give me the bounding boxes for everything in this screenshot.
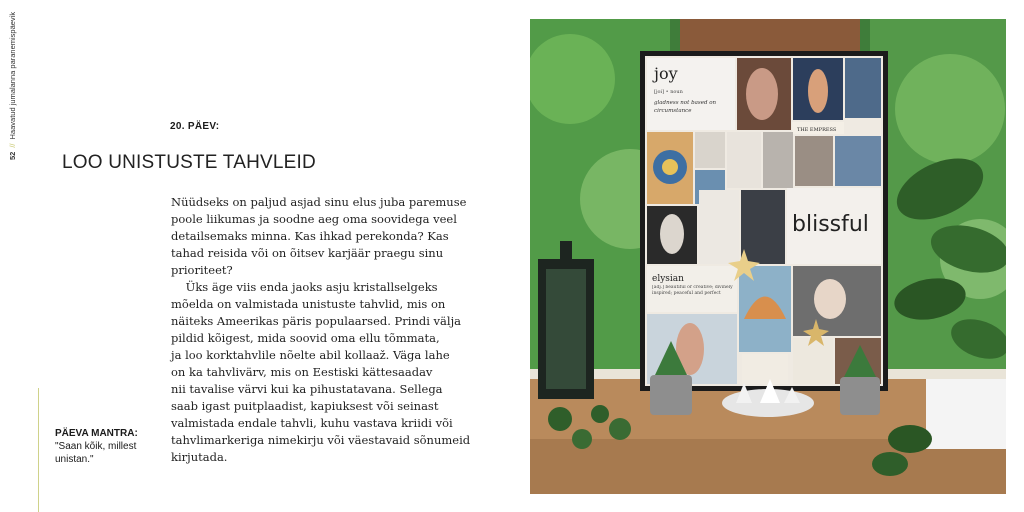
body-line: näiteks Ameerikas päris populaarsed. Prindi välja [171,314,462,328]
lantern-glass [546,269,586,389]
ivy-leaf [548,407,572,431]
collage-tile [741,190,785,264]
collage-hands [814,279,846,319]
collage-tile [835,136,881,186]
body-line: tahad reisida või on õitsev karjäär praegu sinu [171,246,444,260]
joy-definition: gladness not based on circumstance [654,100,717,114]
joy-word: joy [654,64,678,83]
chapter-title: LOO UNISTUSTE TAHVLEID [62,152,316,173]
ivy-leaf [609,418,631,440]
running-head-separator: // [7,143,17,148]
concrete-pot [650,375,692,415]
body-line: prioriteet? [171,263,233,277]
elysian-definition-box [652,285,734,307]
elysian-word: elysian [652,274,684,284]
empress-label: THE EMPRESS [797,127,837,133]
body-line: Üks äge viis enda jaoks asju kristallselgeks [171,280,438,294]
body-text [171,194,471,466]
book-title: Haavatud jumalanna paranemispäevik [7,11,17,140]
body-line: Nüüdseks on paljud asjad sinu elus juba paremuse [171,195,467,209]
body-line: ja loo korktahvlile nõelte abil kollaaž. Väga lahe [171,348,450,362]
collage-tile [793,338,833,384]
elysian-definition: [adj.] beautiful or creative; divinely inspired; peaceful and perfect [652,285,733,296]
ivy-leaf [591,405,609,423]
collage-tile [795,136,833,186]
body-line: saab igast puitplaadist, kapiuksest või seinast [171,399,439,413]
lantern-top [560,241,572,261]
collage-tile [695,132,725,168]
joy-pronunciation: [joi] • noun [654,89,683,95]
mantra-box [55,427,165,466]
body-line: mõelda on valmistada unistuste tahvlid, mis on [171,297,446,311]
body-line: pildid kõigest, mida soovid oma ellu tõmmata, [171,331,440,345]
margin-rule [38,388,39,512]
vision-board-photo [530,19,1006,494]
white-planter [926,379,1006,449]
joy-definition-box [654,99,730,123]
body-line: on ka tahvlivärv, mis on Eestiski kättesaadav [171,365,433,379]
collage-tile [727,132,761,188]
body-line: detailsemaks minna. Kas ihkad perekonda? Kas [171,229,449,243]
blissful-word: blissful [792,212,869,237]
collage-tile [742,354,788,384]
ivy-leaf [572,429,592,449]
mantra-text: "Saan kõik, millest unistan." [55,441,137,465]
mantra-label: PÄEVA MANTRA: [55,428,138,439]
concrete-pot [840,377,880,415]
day-label: 20. PÄEV: [170,121,220,132]
body-line: nii tavalise värvi kui ka pihustatavana. Sellega [171,382,443,396]
body-line: kirjutada. [171,450,228,464]
ivy-leaf [888,425,932,453]
running-head [6,0,18,160]
leaf-blob [895,54,1005,164]
collage-tile [845,58,881,118]
ivy-leaf [872,452,908,476]
tarot-wheel-center [662,159,678,175]
page-number: 52 [7,151,17,160]
collage-tile [699,190,739,264]
photo-illustration [530,19,1006,494]
collage-figure [660,214,684,254]
collage-figure [746,68,778,120]
body-line: poole liikumas ja soodne aeg oma soovidega veel [171,212,457,226]
body-line: tahvlimarkeriga nimekirju või väestavaid sõnumeid [171,433,471,447]
body-line: valmistada endale tahvli, kuhu vastava kriidi või [171,416,453,430]
collage-tile [763,132,793,188]
collage-figure [808,69,828,113]
